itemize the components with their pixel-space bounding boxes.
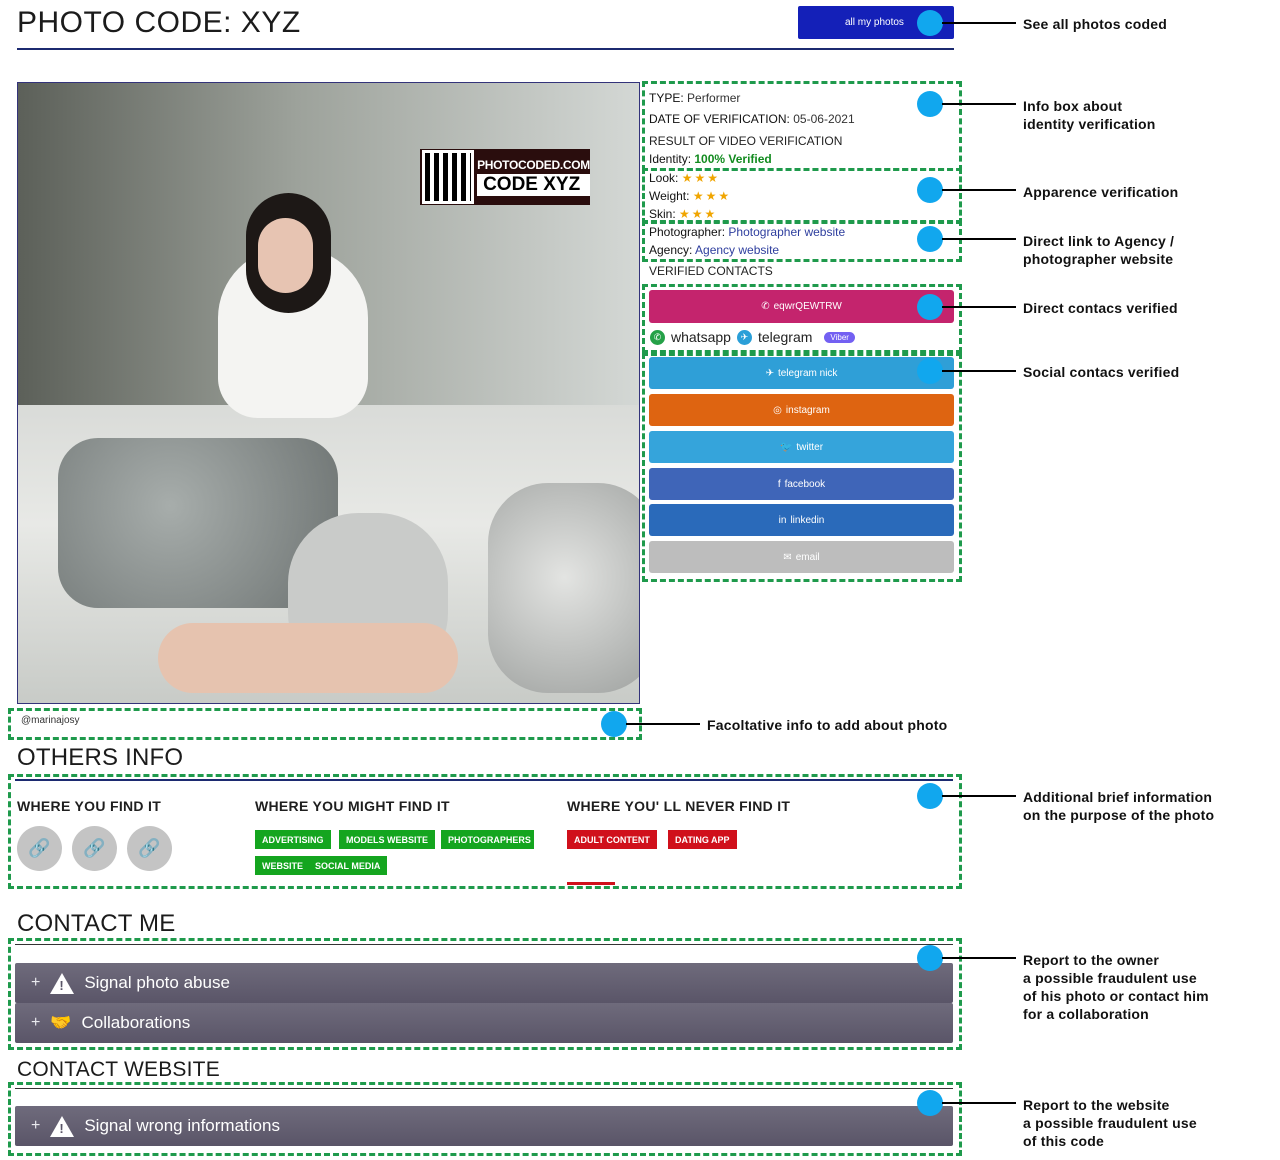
weight-row xyxy=(649,189,731,203)
tag-dating-app: DATING APP xyxy=(668,830,737,849)
instagram-icon: ◎ xyxy=(773,404,782,416)
callout-dot xyxy=(917,91,943,117)
envelope-icon: ✉ xyxy=(783,551,792,563)
social-label: linkedin xyxy=(790,514,825,526)
date-value: 05-06-2021 xyxy=(793,112,855,126)
link-icon: 🔗 xyxy=(138,838,161,858)
where-you-find-heading: WHERE YOU FIND IT xyxy=(17,798,162,814)
social-button-instagram[interactable] xyxy=(649,394,954,426)
callout-dot xyxy=(917,177,943,203)
collaborations-accordion[interactable] xyxy=(15,1003,953,1043)
callout-dot xyxy=(917,10,943,36)
look-label: Look: xyxy=(649,171,679,185)
phone-icon: ✆ xyxy=(761,301,770,312)
callout-line xyxy=(942,795,1016,797)
facebook-icon: f xyxy=(777,478,781,490)
tag-advertising: ADVERTISING xyxy=(255,830,331,849)
contact-me-divider xyxy=(15,944,953,945)
contact-website-title: CONTACT WEBSITE xyxy=(17,1058,220,1081)
callout-report-owner-line-2: a possible fraudulent use xyxy=(1023,970,1197,986)
callout-dot xyxy=(917,945,943,971)
callout-see-all: See all photos coded xyxy=(1023,16,1168,32)
verified-contacts-label: VERIFIED CONTACTS xyxy=(649,264,773,278)
all-my-photos-button[interactable]: all my photos xyxy=(798,6,954,39)
callout-report-site-line-3: of this code xyxy=(1023,1133,1104,1149)
contact-website-divider xyxy=(15,1088,953,1089)
look-row xyxy=(649,171,720,185)
photographer-row xyxy=(649,225,845,239)
callout-info-box-line-1: Info box about xyxy=(1023,98,1123,114)
others-info-divider xyxy=(15,779,953,781)
social-button-twitter[interactable] xyxy=(649,431,954,463)
social-label: facebook xyxy=(784,478,826,490)
weight-stars-icon: ★★★ xyxy=(692,189,732,203)
expand-plus-icon: + xyxy=(31,1014,41,1031)
signal-wrong-accordion[interactable] xyxy=(15,1106,953,1146)
social-button-email[interactable] xyxy=(649,541,954,573)
viber-badge[interactable]: Viber xyxy=(824,332,855,343)
link-icon: 🔗 xyxy=(83,838,106,858)
callout-line xyxy=(942,370,1016,372)
type-row xyxy=(649,91,740,105)
expand-plus-icon: + xyxy=(31,1117,41,1134)
signal-abuse-accordion[interactable] xyxy=(15,963,953,1003)
where-might-find-heading: WHERE YOU MIGHT FIND IT xyxy=(255,798,450,814)
coded-photo xyxy=(17,82,640,704)
callout-report-owner-line-1: Report to the owner xyxy=(1023,952,1160,968)
callout-line xyxy=(942,22,1016,24)
callout-additional-line-2: on the purpose of the photo xyxy=(1023,807,1215,823)
title-divider xyxy=(17,48,954,50)
callout-line xyxy=(942,189,1016,191)
callout-dot xyxy=(601,711,627,737)
tag-models-website: MODELS WEBSITE xyxy=(339,830,435,849)
social-label: telegram nick xyxy=(777,367,838,379)
callout-report-owner xyxy=(1023,951,1209,1023)
photo-credit: @marinajosy xyxy=(21,715,80,726)
telegram-icon: ✈ xyxy=(765,367,774,379)
telegram-icon: ✈ xyxy=(737,330,752,345)
look-stars-icon: ★★★ xyxy=(681,171,720,185)
link-icon: 🔗 xyxy=(28,838,51,858)
type-value: Performer xyxy=(687,91,741,105)
callout-additional xyxy=(1023,788,1214,824)
skin-label: Skin: xyxy=(649,207,676,221)
identity-row xyxy=(649,152,772,166)
signal-abuse-label: Signal photo abuse xyxy=(84,973,230,992)
twitter-icon: 🐦 xyxy=(779,441,793,453)
callout-dot xyxy=(917,294,943,320)
signal-wrong-label: Signal wrong informations xyxy=(84,1116,280,1135)
callout-facoltative: Facoltative info to add about photo xyxy=(707,717,948,733)
where-never-find-heading: WHERE YOU' LL NEVER FIND IT xyxy=(567,798,791,814)
callout-report-owner-line-3: of his photo or contact him xyxy=(1023,988,1209,1004)
qr-watermark xyxy=(420,149,590,205)
video-result-label: RESULT OF VIDEO VERIFICATION xyxy=(649,134,843,148)
messenger-row xyxy=(650,328,855,346)
red-underline xyxy=(567,882,615,885)
whatsapp-link[interactable]: whatsapp xyxy=(671,329,731,345)
callout-line xyxy=(942,957,1016,959)
tag-photographers: PHOTOGRAPHERS xyxy=(441,830,534,849)
callout-dot xyxy=(917,226,943,252)
linkedin-icon: in xyxy=(778,514,787,526)
callout-report-site-line-1: Report to the website xyxy=(1023,1097,1170,1113)
callout-info-box-line-2: identity verification xyxy=(1023,116,1156,132)
photo-pillow-right xyxy=(488,483,640,693)
social-button-linkedin[interactable] xyxy=(649,504,954,536)
find-link-button-1[interactable] xyxy=(17,826,62,871)
photo-figure-face xyxy=(258,218,313,293)
callout-line xyxy=(942,103,1016,105)
phone-number: eqwrQEWTRW xyxy=(773,301,842,312)
photo-credit-box xyxy=(8,708,642,740)
collaborations-label: Collaborations xyxy=(81,1013,191,1032)
whatsapp-icon: ✆ xyxy=(650,330,665,345)
social-button-facebook[interactable] xyxy=(649,468,954,500)
tag-social-media: SOCIAL MEDIA xyxy=(308,856,387,875)
callout-line xyxy=(942,306,1016,308)
handshake-icon: 🤝 xyxy=(50,1013,72,1032)
callout-dot xyxy=(917,1090,943,1116)
callout-report-site-line-2: a possible fraudulent use xyxy=(1023,1115,1197,1131)
callout-line xyxy=(626,723,700,725)
others-info-title: OTHERS INFO xyxy=(17,744,184,771)
tag-adult-content: ADULT CONTENT xyxy=(567,830,657,849)
callout-report-site xyxy=(1023,1096,1197,1150)
callout-social-contacts: Social contacs verified xyxy=(1023,364,1180,380)
social-label: instagram xyxy=(785,404,830,416)
callout-line xyxy=(942,238,1016,240)
phone-contact-button[interactable] xyxy=(649,290,954,323)
agency-website-link[interactable]: Agency website xyxy=(695,243,780,257)
social-label: email xyxy=(795,551,820,563)
page-title: PHOTO CODE: XYZ xyxy=(17,6,301,39)
contact-me-title: CONTACT ME xyxy=(17,910,176,937)
identity-label: Identity: xyxy=(649,152,692,166)
photographer-label: Photographer: xyxy=(649,225,726,239)
skin-stars-icon: ★★★ xyxy=(679,207,718,221)
type-label: TYPE: xyxy=(649,91,684,105)
callout-report-owner-line-4: for a collaboration xyxy=(1023,1006,1149,1022)
agency-label: Agency: xyxy=(649,243,693,257)
callout-direct-link xyxy=(1023,232,1174,268)
date-row xyxy=(649,112,855,126)
tag-website: WEBSITE xyxy=(255,856,310,875)
date-label: DATE OF VERIFICATION: xyxy=(649,112,790,126)
photo-figure-legs xyxy=(158,623,458,693)
identity-value: 100% Verified xyxy=(694,152,772,166)
find-link-button-3[interactable] xyxy=(127,826,172,871)
callout-direct-link-line-1: Direct link to Agency / xyxy=(1023,233,1175,249)
warning-icon xyxy=(50,1116,74,1137)
photographer-website-link[interactable]: Photographer website xyxy=(728,225,846,239)
callout-appearance: Apparence verification xyxy=(1023,184,1179,200)
skin-row xyxy=(649,207,717,221)
find-link-button-2[interactable] xyxy=(72,826,117,871)
warning-icon xyxy=(50,973,74,994)
callout-line xyxy=(942,1102,1016,1104)
qr-site-label: PHOTOCODED.COM xyxy=(477,158,590,172)
callout-info-box xyxy=(1023,97,1156,133)
social-label: twitter xyxy=(796,441,824,453)
qr-code-label: CODE XYZ xyxy=(477,174,590,196)
telegram-link[interactable]: telegram xyxy=(757,329,813,345)
callout-direct-contacts: Direct contacs verified xyxy=(1023,300,1178,316)
callout-additional-line-1: Additional brief information xyxy=(1023,789,1213,805)
agency-row xyxy=(649,243,779,257)
callout-dot xyxy=(917,783,943,809)
qr-code-icon xyxy=(422,150,474,204)
callout-direct-link-line-2: photographer website xyxy=(1023,251,1174,267)
expand-plus-icon: + xyxy=(31,974,41,991)
social-button-telegram-nick[interactable] xyxy=(649,357,954,389)
callout-dot xyxy=(917,358,943,384)
weight-label: Weight: xyxy=(649,189,690,203)
